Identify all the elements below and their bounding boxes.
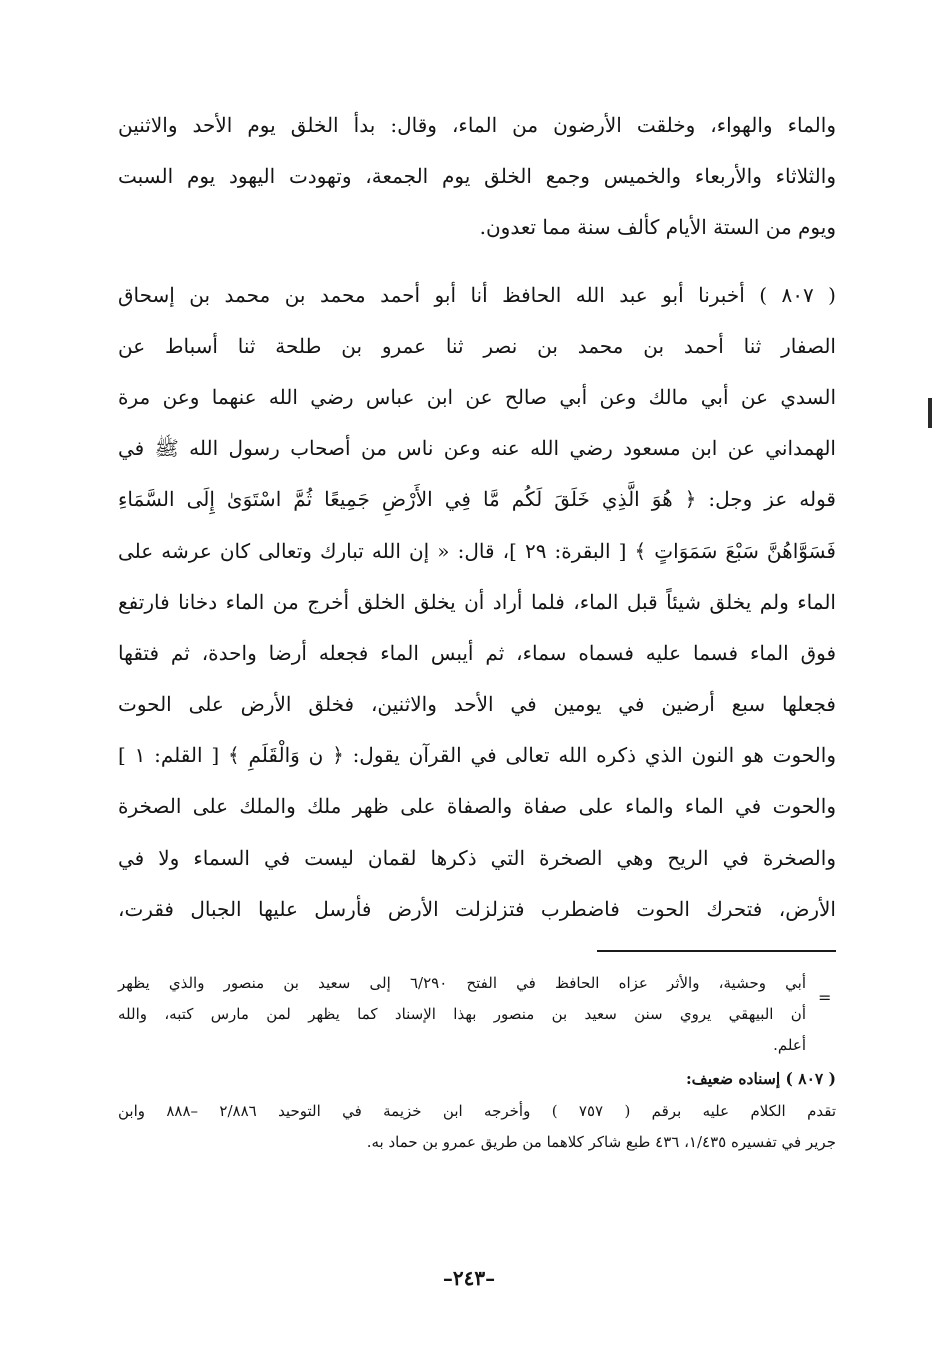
footnote-heading: ( ٨٠٧ ) إسناده ضعيف: (685, 1069, 836, 1088)
paragraph (118, 100, 836, 254)
text-line: الصفار ثنا أحمد بن محمد بن نصر ثنا عمرو بن طلحة ثنا أسباط عن (118, 333, 836, 358)
text-line: فَسَوَّاهُنَّ سَبْعَ سَمَوَاتٍ ﴾ [ البقرة: ٢٩ ]، قال: « إن الله تبارك وتعالى كان عرشه على (118, 538, 836, 563)
text-line: الماء ولم يخلق شيئاً قبل الماء، فلما أراد أن يخلق الخلق أخرج من الماء دخانا فارتفع (118, 589, 836, 614)
footnote-continuation-mark: = (818, 988, 832, 1007)
text-line: الهمداني عن ابن مسعود رضي الله عنه وعن ناس من أصحاب رسول الله ﷺ في (118, 436, 836, 461)
text-line: فوق الماء فسما عليه فسماه سماء، ثم أيبس الماء فجعله أرضا واحدة، ثم فتقها (118, 640, 836, 665)
text-line: فجعلها سبع أرضين في يومين في الأحد والاثنين، فخلق الأرض على الحوت (118, 692, 836, 717)
main-text (118, 100, 836, 935)
footnote-line: تقدم الكلام عليه برقم ( ٧٥٧ ) وأخرجه ابن خزيمة في التوحيد ٢/٨٨٦ –٨٨٨ وابن (118, 1102, 836, 1120)
footnotes (118, 968, 836, 1158)
footnote-divider (597, 950, 836, 952)
footnote-line: أبي وحشية، والأثر عزاه الحافظ في الفتح ٦/٢٩٠ إلى سعيد بن منصور والذي يظهر (118, 974, 806, 992)
text-line: ( ٨٠٧ ) أخبرنا أبو عبد الله الحافظ أنا أبو أحمد محمد بن محمد بن إسحاق (118, 282, 836, 307)
text-line: الأرض، فتحرك الحوت فاضطرب فتزلزلت الأرض فأرسل عليها الجبال فقرت، (118, 896, 836, 921)
text-line: والحوت هو النون الذي ذكره الله تعالى في القرآن يقول: ﴿ ن وَالْقَلَمِ ﴾ [ القلم: ١ ] (118, 743, 836, 768)
footnote-line: أعلم. (773, 1036, 806, 1054)
text-line: ويوم من الستة الأيام كألف سنة مما تعدون. (479, 215, 836, 240)
page-number: –٢٤٣– (442, 1266, 496, 1290)
text-line: قوله عز وجل: ﴿ هُوَ الَّذِي خَلَقَ لَكُم مَّا فِي الأَرْضِ جَمِيعًا ثُمَّ اسْتَوَىٰ إِلَى السَّمَاءِ (118, 487, 836, 512)
text-line: والماء والهواء، وخلقت الأرضون من الماء، وقال: بدأ الخلق يوم الأحد والاثنين (118, 113, 836, 137)
paragraph (118, 270, 836, 935)
footnote-line: أن البيهقي يروي سنن سعيد بن منصور بهذا الإسناد كما يظهر لمن مارس كتبه، والله (118, 1005, 806, 1023)
footnote-line: جرير في تفسيره ١/٤٣٥، ٤٣٦ طبع شاكر كلاهما من طريق عمرو بن حماد به. (366, 1133, 836, 1151)
text-line: السدي عن أبي مالك وعن أبي صالح عن ابن عباس رضي الله عنهما وعن مرة (118, 384, 836, 409)
text-line: والثلاثاء والأربعاء والخميس وجمع الخلق يوم الجمعة، وتهودت اليهود يوم السبت (118, 164, 836, 189)
text-line: والحوت في الماء والماء على صفاة والصفاة على ظهر ملك والملك على الصخرة (118, 794, 836, 819)
scan-edge-mark (928, 398, 932, 428)
text-line: والصخرة في الريح وهي الصخرة التي ذكرها لقمان ليست في السماء ولا في (118, 845, 836, 870)
